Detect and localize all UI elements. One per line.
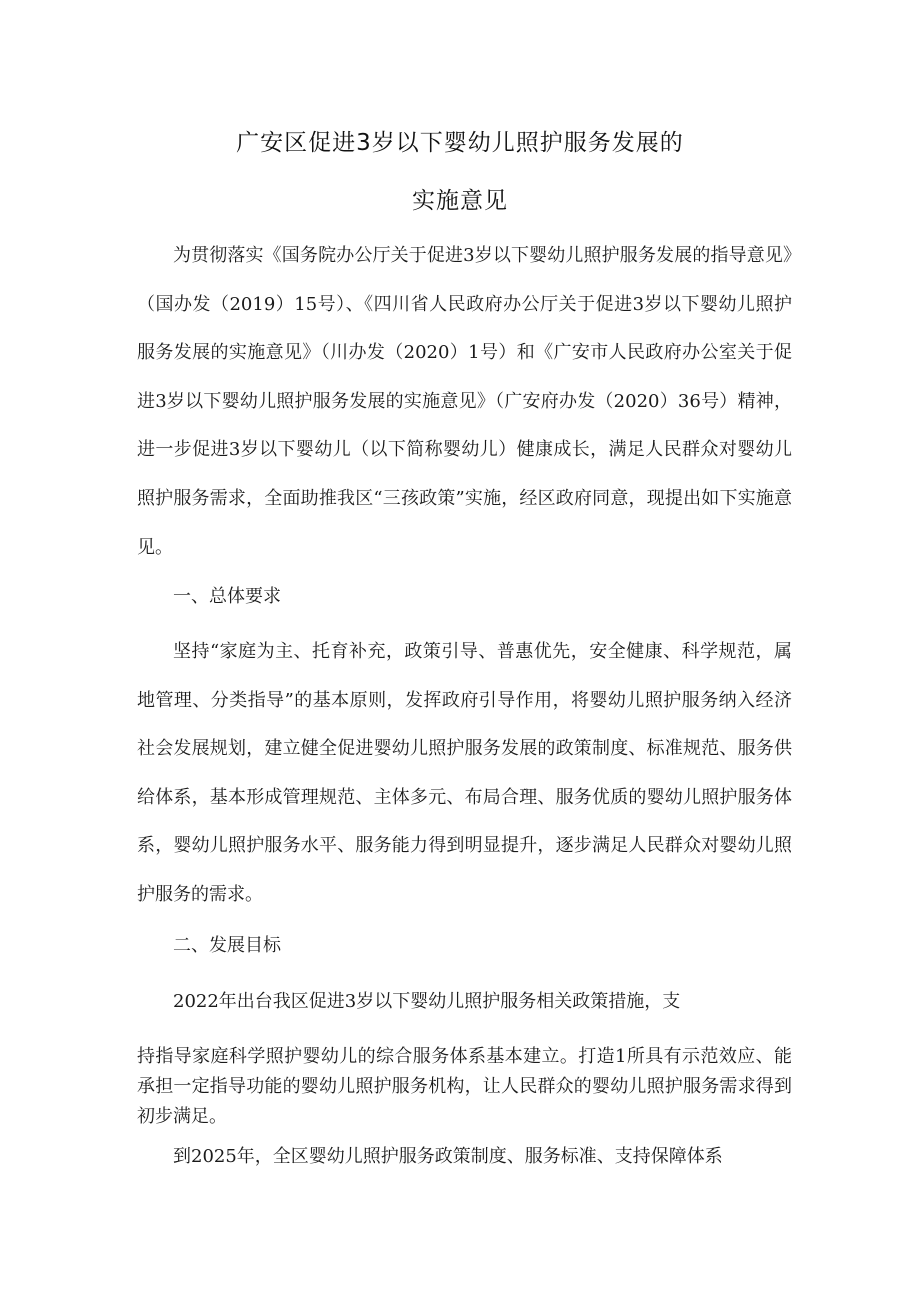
section-heading-general-requirements: 一、总体要求 xyxy=(173,586,281,607)
section-heading-development-goals: 二、发展目标 xyxy=(173,935,281,956)
document-title-line-2: 实施意见 xyxy=(412,188,508,214)
general-requirements-paragraph: 坚持“家庭为主、托育补充，政策引导、普惠优先，安全健康、科学规范，属地管理、分类指导”的基本原则，发挥政府引导作用，将婴幼儿照护服务纳入经济社会发展规划，建立健全促进婴幼儿照护服务发展的政策制度、标准规范、服务供给体系，基本形成管理规范、主体多元、布局合理、服务优质的婴幼儿照护服务体系，婴幼儿照护服务水平、服务能力得到明显提升，逐步满足人民群众对婴幼儿照护服务的需求。 xyxy=(137,641,792,905)
document-title-line-1: 广安区促进3岁以下婴幼儿照护服务发展的 xyxy=(236,130,684,156)
development-goals-paragraph-continued: 持指导家庭科学照护婴幼儿的综合服务体系基本建立。打造1所具有示范效应、能承担一定指导功能的婴幼儿照护服务机构，让人民群众的婴幼儿照护服务需求得到初步满足。 xyxy=(137,1046,792,1127)
intro-paragraph: 为贯彻落实《国务院办公厅关于促进3岁以下婴幼儿照护服务发展的指导意见》（国办发（2019）15号）、《四川省人民政府办公厅关于促进3岁以下婴幼儿照护服务发展的实施意见》（川办发（2020）1号）和《广安市人民政府办公室关于促进3岁以下婴幼儿照护服务发展的实施意见》（广安府办发（2020）36号）精神，进一步促进3岁以下婴幼儿（以下简称婴幼儿）健康成长，满足人民群众对婴幼儿照护服务需求，全面助推我区“三孩政策”实施，经区政府同意，现提出如下实施意见。 xyxy=(137,245,792,558)
development-goals-2025-paragraph: 到2025年，全区婴幼儿照护服务政策制度、服务标准、支持保障体系 xyxy=(173,1146,723,1167)
development-goals-paragraph-start: 2022年出台我区促进3岁以下婴幼儿照护服务相关政策措施，支 xyxy=(173,991,681,1012)
